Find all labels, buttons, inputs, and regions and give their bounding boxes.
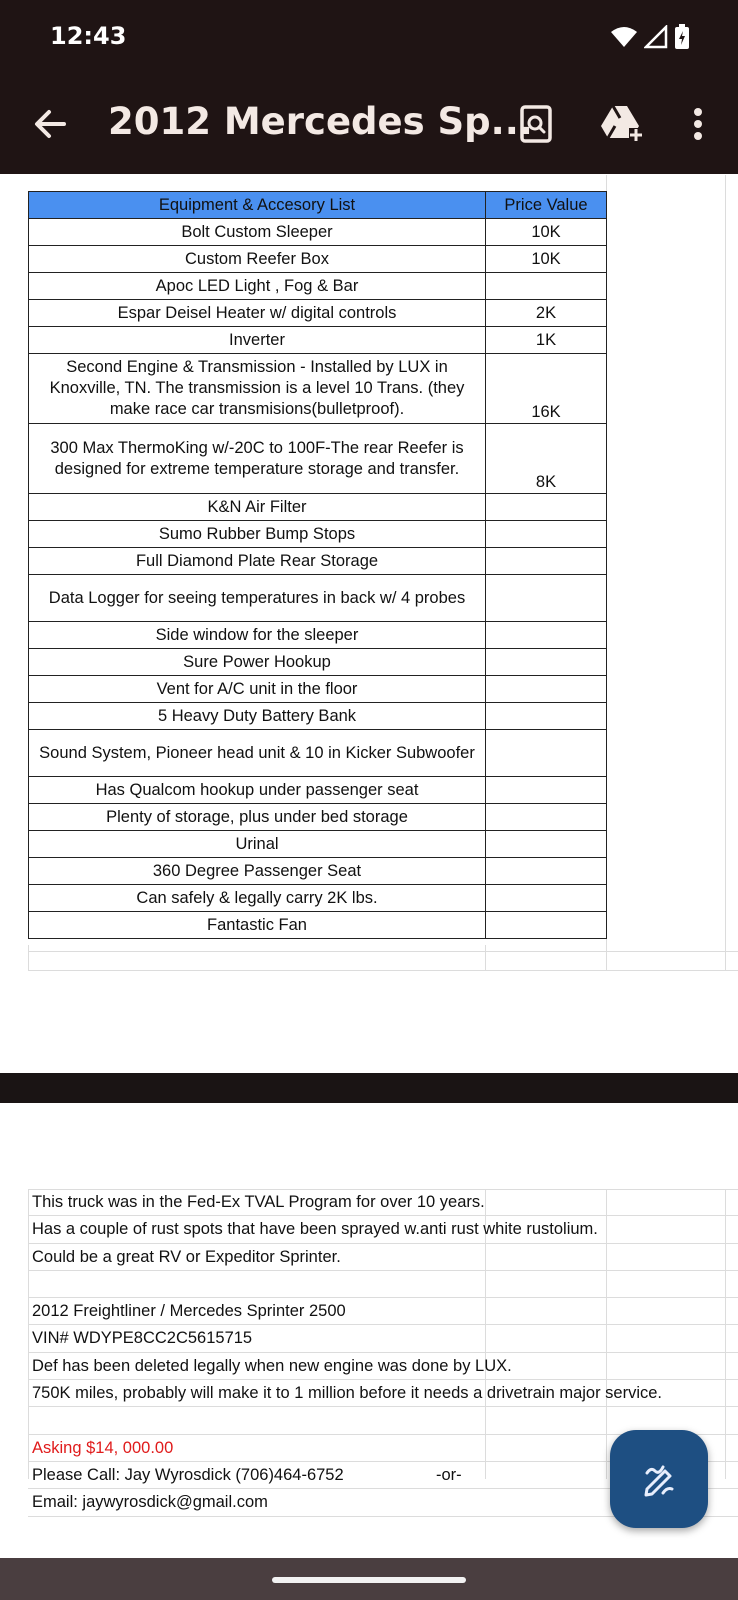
page-divider [0, 1073, 738, 1103]
item-cell: 360 Degree Passenger Seat [29, 858, 486, 885]
header-equipment: Equipment & Accesory List [29, 192, 486, 219]
item-cell: K&N Air Filter [29, 494, 486, 521]
home-gesture-handle[interactable] [272, 1577, 466, 1583]
price-cell [486, 622, 607, 649]
item-cell: Apoc LED Light , Fog & Bar [29, 273, 486, 300]
table-row [29, 804, 607, 831]
signal-icon [644, 25, 668, 49]
item-cell: Espar Deisel Heater w/ digital controls [29, 300, 486, 327]
table-row [29, 354, 607, 424]
table-row [29, 521, 607, 548]
item-cell: Has Qualcom hookup under passenger seat [29, 777, 486, 804]
equipment-table [28, 191, 607, 939]
gridline [485, 945, 486, 970]
price-cell [486, 273, 607, 300]
table-row [29, 730, 607, 777]
table-header-row [29, 192, 607, 219]
table-row [29, 494, 607, 521]
app-bar [0, 72, 738, 174]
status-icons [610, 24, 690, 50]
item-cell: Sumo Rubber Bump Stops [29, 521, 486, 548]
status-bar [0, 0, 738, 72]
more-options-button[interactable] [674, 100, 722, 148]
note-line: Has a couple of rust spots that have been sprayed w.anti rust white rustolium. [28, 1216, 738, 1243]
item-cell: 300 Max ThermoKing w/-20C to 100F-The rear Reefer is designed for extreme temperature storage and transfer. [29, 424, 486, 494]
price-cell [486, 912, 607, 939]
item-cell: Urinal [29, 831, 486, 858]
gridline [725, 175, 726, 970]
price-cell: 16K [486, 354, 607, 424]
price-cell [486, 703, 607, 730]
price-cell [486, 831, 607, 858]
item-cell: Fantastic Fan [29, 912, 486, 939]
price-cell [486, 885, 607, 912]
table-row [29, 777, 607, 804]
note-line: Could be a great RV or Expeditor Sprinter. [28, 1244, 738, 1271]
asking-price: Asking $14, 000.00 [28, 1435, 738, 1462]
navigation-bar [0, 1558, 738, 1600]
table-row [29, 424, 607, 494]
edit-pencil-icon [639, 1459, 679, 1499]
item-cell: Custom Reefer Box [29, 246, 486, 273]
table-row [29, 548, 607, 575]
mileage-line: 750K miles, probably will make it to 1 million before it needs a drivetrain major service. [28, 1380, 738, 1407]
table-row [29, 858, 607, 885]
item-cell: Inverter [29, 327, 486, 354]
find-in-document-button[interactable] [512, 100, 560, 148]
price-cell [486, 494, 607, 521]
price-cell [486, 575, 607, 622]
table-row [29, 703, 607, 730]
battery-icon [674, 24, 690, 50]
item-cell: Bolt Custom Sleeper [29, 219, 486, 246]
gridline [28, 970, 738, 971]
table-row [29, 622, 607, 649]
contact-phone: Please Call: Jay Wyrosdick (706)464-6752 [32, 1465, 344, 1484]
table-row [29, 676, 607, 703]
note-line: 2012 Freightliner / Mercedes Sprinter 2500 [28, 1298, 738, 1325]
price-cell: 2K [486, 300, 607, 327]
price-cell [486, 730, 607, 777]
price-cell [486, 548, 607, 575]
price-cell: 1K [486, 327, 607, 354]
or-text: -or- [436, 1465, 462, 1484]
table-row [29, 912, 607, 939]
status-time: 12:43 [50, 22, 127, 50]
item-cell: Can safely & legally carry 2K lbs. [29, 885, 486, 912]
price-cell: 8K [486, 424, 607, 494]
price-cell [486, 804, 607, 831]
item-cell: Data Logger for seeing temperatures in back w/ 4 probes [29, 575, 486, 622]
price-cell: 10K [486, 219, 607, 246]
item-cell: Sure Power Hookup [29, 649, 486, 676]
price-cell: 10K [486, 246, 607, 273]
price-cell [486, 676, 607, 703]
more-vert-icon [693, 107, 703, 141]
price-cell [486, 777, 607, 804]
item-cell: Side window for the sleeper [29, 622, 486, 649]
item-cell: Vent for A/C unit in the floor [29, 676, 486, 703]
header-price: Price Value [486, 192, 607, 219]
table-row [29, 219, 607, 246]
table-row [29, 575, 607, 622]
table-row [29, 831, 607, 858]
table-row [29, 649, 607, 676]
table-row [29, 246, 607, 273]
contact-email: Email: jaywyrosdick@gmail.com [28, 1489, 738, 1516]
item-cell: Second Engine & Transmission - Installed by LUX in Knoxville, TN. The transmission is a level 10 Trans. (they make race car transmisions(bulletproof). [29, 354, 486, 424]
table-row [29, 885, 607, 912]
search-document-icon [519, 104, 553, 144]
gridline [28, 945, 29, 970]
table-row [29, 300, 607, 327]
item-cell: Full Diamond Plate Rear Storage [29, 548, 486, 575]
vin-line: VIN# WDYPE8CC2C5615715 [28, 1325, 738, 1352]
price-cell [486, 858, 607, 885]
price-cell [486, 649, 607, 676]
drive-add-icon [599, 104, 645, 144]
price-cell [486, 521, 607, 548]
add-to-drive-button[interactable] [598, 100, 646, 148]
spreadsheet-page-1 [0, 175, 738, 1075]
table-row [29, 273, 607, 300]
empty-row [28, 1271, 738, 1298]
edit-fab-button[interactable] [610, 1430, 708, 1528]
item-cell: Plenty of storage, plus under bed storage [29, 804, 486, 831]
wifi-icon [610, 25, 638, 49]
item-cell: Sound System, Pioneer head unit & 10 in Kicker Subwoofer [29, 730, 486, 777]
item-cell: 5 Heavy Duty Battery Bank [29, 703, 486, 730]
table-row [29, 327, 607, 354]
document-title: 2012 Mercedes Sp... [108, 100, 533, 143]
back-arrow-icon[interactable] [30, 104, 70, 144]
note-line: Def has been deleted legally when new engine was done by LUX. [28, 1353, 738, 1380]
note-line: This truck was in the Fed-Ex TVAL Program for over 10 years. [28, 1189, 738, 1216]
gridline [28, 951, 738, 952]
